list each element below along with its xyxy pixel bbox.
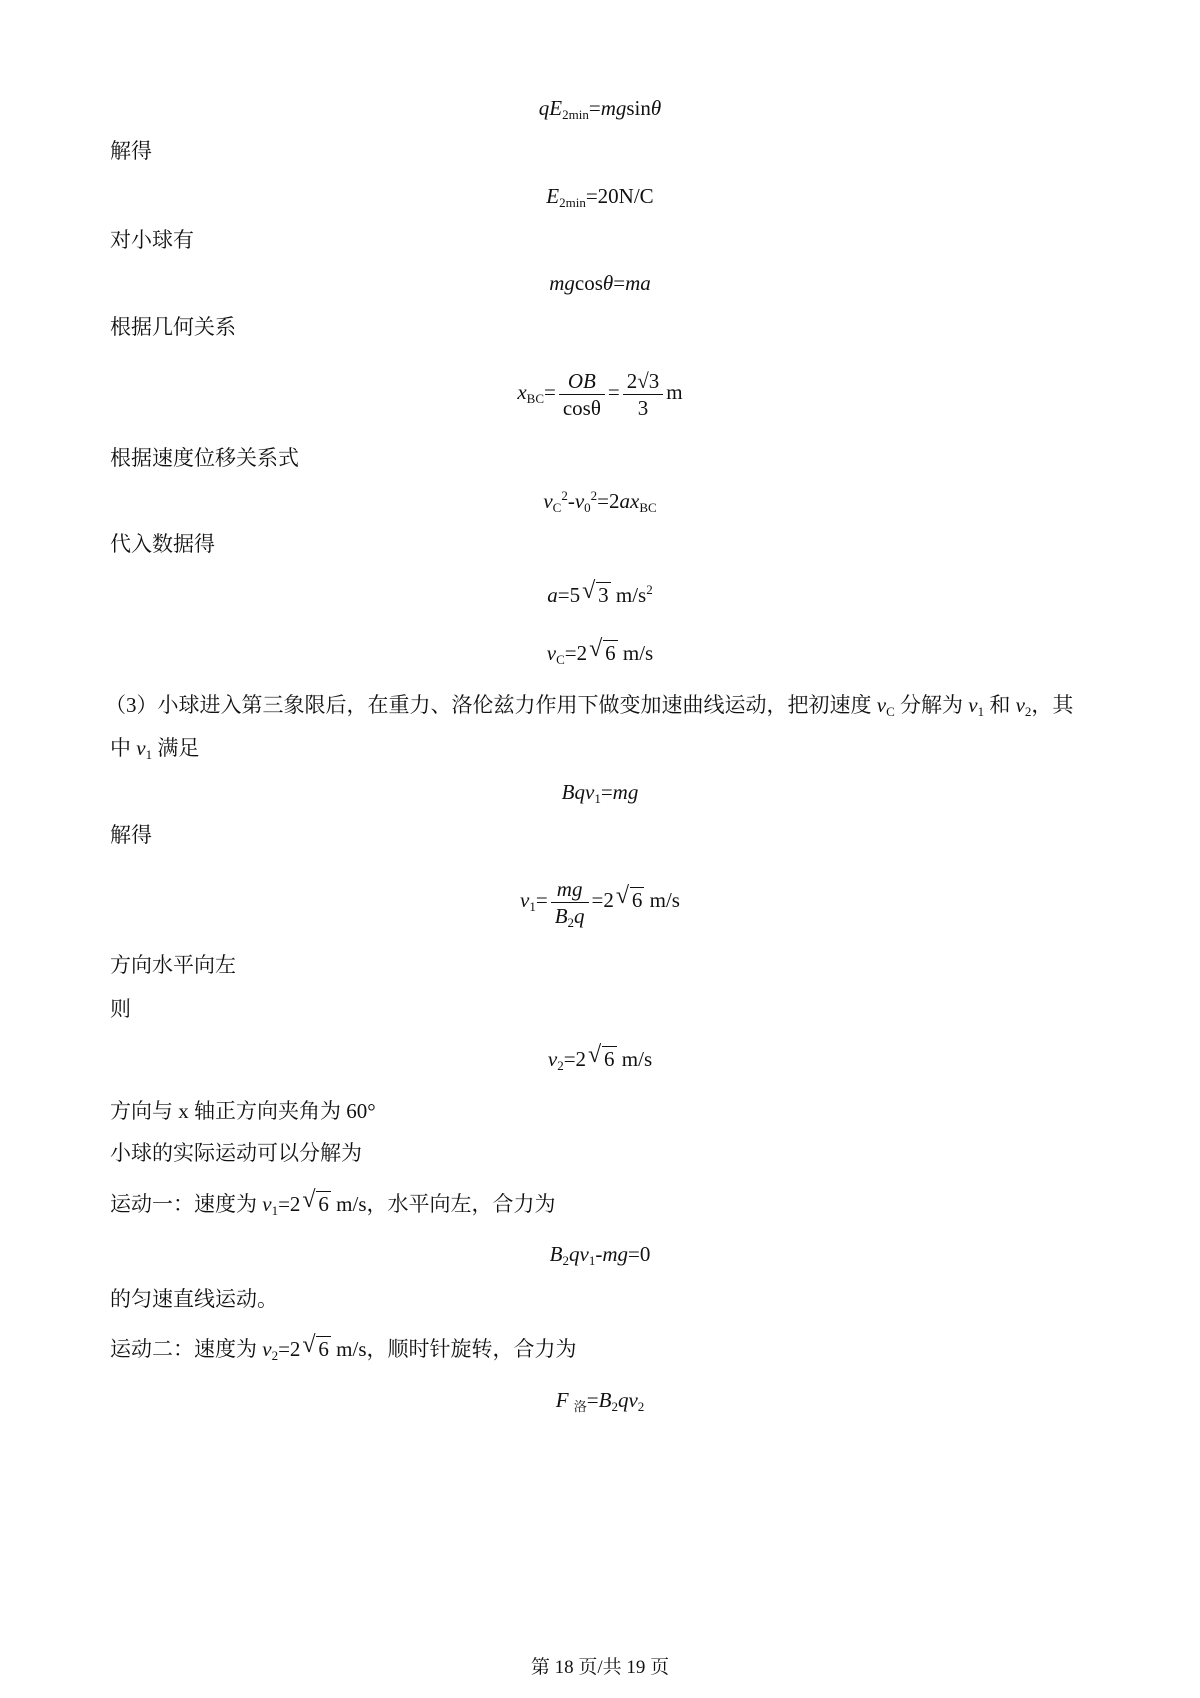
text-decompose: 小球的实际运动可以分解为 — [110, 1141, 362, 1165]
text-then: 则 — [110, 997, 131, 1021]
text-substitute: 代入数据得 — [110, 532, 215, 556]
equation-mgcos: mgcosθ=ma — [549, 271, 651, 295]
equation-electric-force: $qE_{2min}=mgsin\theta$ — [538, 96, 662, 122]
paragraph-part3-line1: （3）小球进入第三象限后，在重力、洛伦兹力作用下做变加速曲线运动，把初速度 $v_C$ 分解为 $v_1$ 和 $v_2$，其 — [105, 693, 1074, 719]
equation-xbc: $x_{BC}=$ $\frac{OB}{\cos\theta}$ = $\frac{2√3}{3}$ m — [517, 368, 683, 420]
equation-v1: $v_1=$ $\frac{mg}{B_2q}$ =2 √ 6 m/s — [520, 876, 680, 930]
text-direction-angle: 方向与 x 轴正方向夹角为 60° — [110, 1099, 376, 1123]
equation-kinematics: $v_C^2-v_0^2=2ax_{BC}$ — [543, 488, 657, 515]
equation-v2: $v_2=2$ √ 6 m/s — [547, 1042, 653, 1073]
equation-net-force-one: $B_2qv_1-mg=0$ — [549, 1242, 651, 1268]
equation-bqv1: Bqv$_1$=mg — [561, 780, 639, 806]
text-motion-one: 运动一：速度为 $v_1=2$ √ 6 m/s，水平向左，合力为 — [110, 1187, 556, 1218]
fraction-mg-b2q: $\frac{mg}{B_2q}$ — [551, 876, 589, 929]
page-footer: 第 18 页/共 19 页 — [530, 1657, 670, 1678]
equation-acceleration: a=5 √ 3 $m/s^2$ — [547, 578, 653, 607]
fraction-2sqrt3-3: $\frac{2√3}{3}$ — [623, 368, 664, 421]
equation-lorentz-force: F $_洛=B_2qv_2$ — [555, 1388, 645, 1414]
text-direction-left: 方向水平向左 — [110, 953, 236, 977]
paragraph-part3-line2: 中 $v_1$ 满足 — [110, 736, 200, 762]
text-for-ball: 对小球有 — [110, 228, 194, 252]
equation-vc: $v_C=2$ √ 6 m/s — [546, 636, 654, 667]
equation-e2min: $E_{2min}=20N/C$ — [546, 184, 654, 210]
text-solve-2: 解得 — [110, 823, 152, 847]
text-uniform-motion: 的匀速直线运动。 — [110, 1287, 278, 1311]
text-geometry: 根据几何关系 — [110, 315, 236, 339]
text-solve-1: 解得 — [110, 139, 152, 163]
fraction-ob-cos: $\frac{OB}{\cos\theta}$ — [559, 368, 605, 421]
text-motion-two: 运动二：速度为 $v_2=2$ √ 6 m/s，顺时针旋转，合力为 — [110, 1332, 577, 1363]
text-velocity-displacement: 根据速度位移关系式 — [110, 446, 299, 470]
